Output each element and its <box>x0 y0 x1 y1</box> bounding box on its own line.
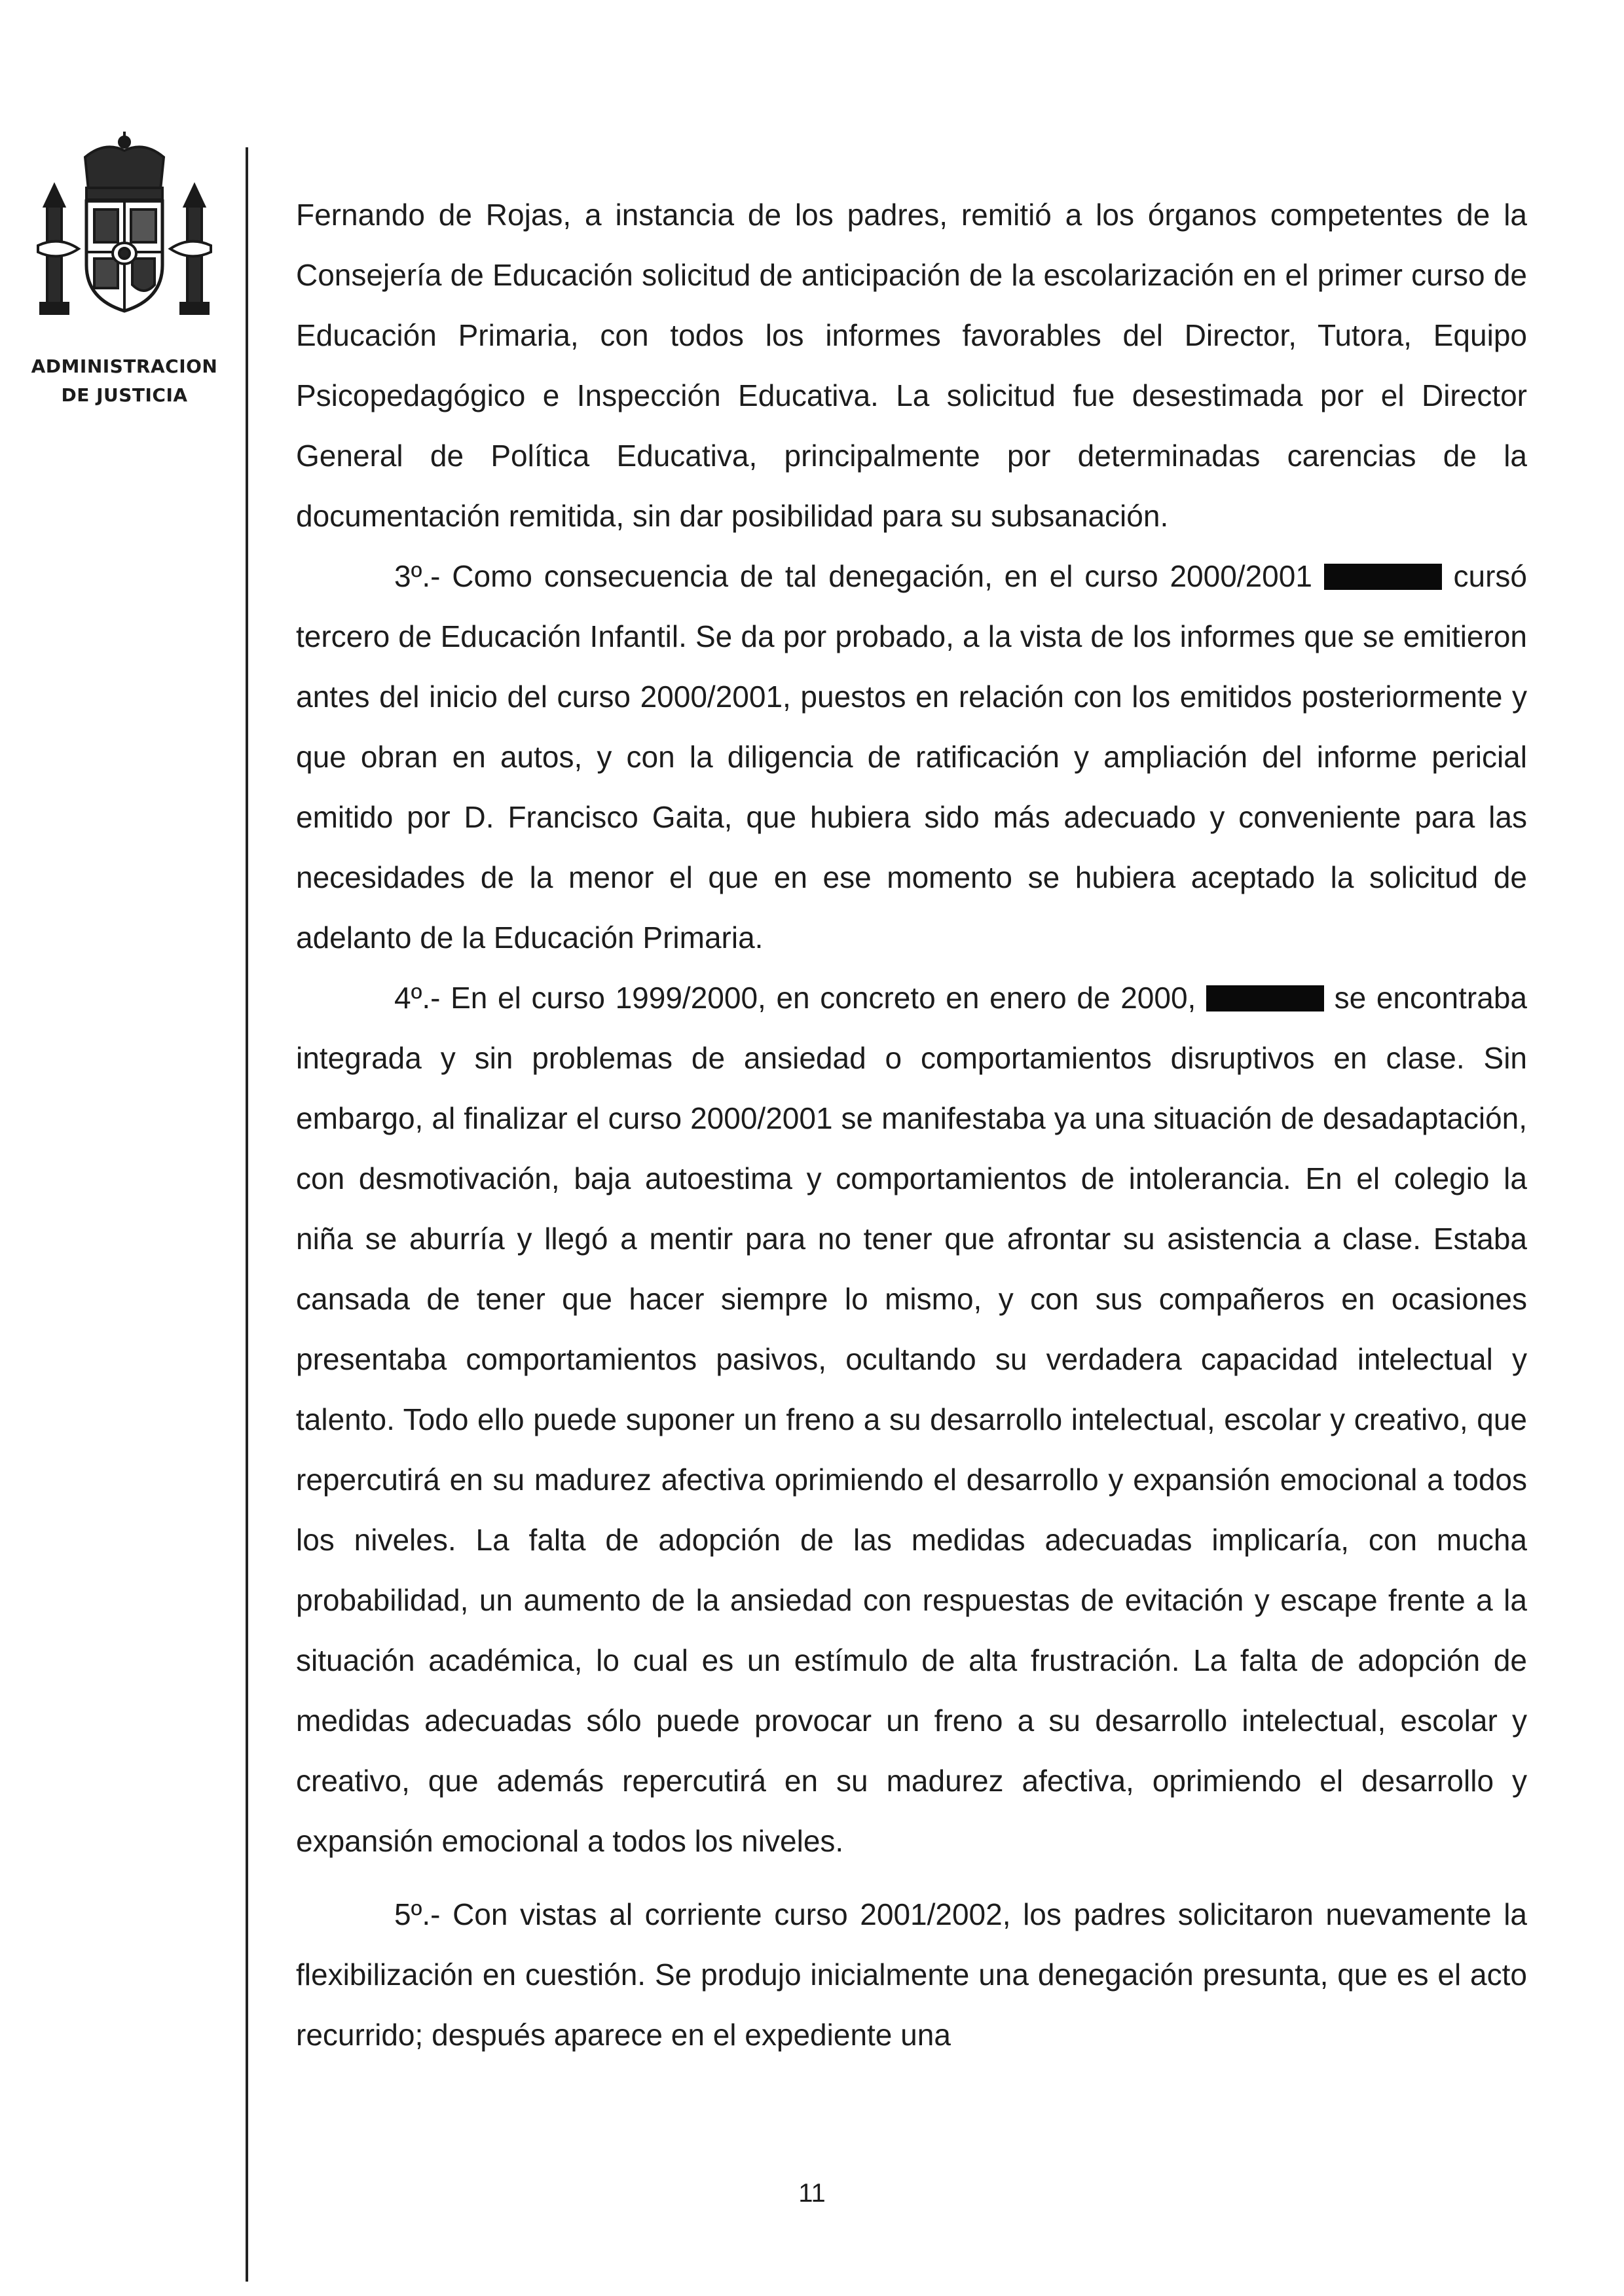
redaction-bar <box>1324 564 1442 590</box>
paragraph-4-body: se encontraba integrada y sin problemas de ansiedad o comportamientos disruptivos en clase. Sin embargo, al finalizar el curso 2000/2001 se manifestaba ya una situación de desadaptación, con desmotivación, baja autoestima y comportamientos de intolerancia. En el colegio la niña se aburría y llegó a mentir para no tener que afrontar su asistencia a clase. Estaba cansada de tener que hacer siempre lo mismo, y con sus compañeros en ocasiones presentaba comportamientos pasivos, ocultando su verdadera capacidad intelectual y talento. Todo ello puede suponer un freno a su desarrollo intelectual, escolar y creativo, que repercutirá en su madurez afectiva oprimiendo el desarrollo y expansión emocional a todos los niveles. La falta de adopción de las medidas adecuadas implicaría, con mucha probabilidad, un aumento de la ansiedad con respuestas de evitación y escape frente a la situación académica, lo cual es un estímulo de alta frustración. La falta de adopción de medidas adecuadas sólo puede provocar un freno a su desarrollo intelectual, escolar y creativo, que además repercutirá en su madurez afectiva, oprimiendo el desarrollo y expansión emocional a todos los niveles. <box>296 981 1527 1858</box>
redaction-bar <box>1206 985 1324 1011</box>
paragraph-4 <box>296 968 1527 1871</box>
paragraph-continuation: Fernando de Rojas, a instancia de los padres, remitió a los órganos competentes de la Consejería de Educación solicitud de anticipación de la escolarización en el primer curso de Educación Primaria, con todos los informes favorables del Director, Tutora, Equipo Psicopedagógico e Inspección Educativa. La solicitud fue desestimada por el Director General de Política Educativa, principalmente por determinadas carencias de la documentación remitida, sin dar posibilidad para su subsanación. <box>296 198 1527 533</box>
agency-name <box>31 352 218 410</box>
document-body <box>296 185 1527 2065</box>
agency-line-2: DE JUSTICIA <box>61 384 188 406</box>
page-number: 11 <box>798 2179 826 2208</box>
spanish-coat-of-arms-icon <box>33 128 216 334</box>
paragraph-5: 5º.- Con vistas al corriente curso 2001/2002, los padres solicitaron nuevamente la flexibilización en cuestión. Se produjo inicialmente una denegación presunta, que es el acto recurrido; después aparece en el expediente una <box>296 1897 1527 2052</box>
agency-line-1: ADMINISTRACION <box>31 355 218 377</box>
paragraph-3 <box>296 546 1527 968</box>
letterhead <box>26 128 223 410</box>
margin-rule <box>246 147 248 2282</box>
paragraph-3-body: cursó tercero de Educación Infantil. Se da por probado, a la vista de los informes que se emitieron antes del inicio del curso 2000/2001, puestos en relación con los emitidos posteriormente y que obran en autos, y con la diligencia de ratificación y ampliación del informe pericial emitido por D. Francisco Gaita, que hubiera sido más adecuado y conveniente para las necesidades de la menor el que en ese momento se hubiera aceptado la solicitud de adelanto de la Educación Primaria. <box>296 559 1528 955</box>
paragraph-3-lead: 3º.- Como consecuencia de tal denegación, en el curso 2000/2001 <box>394 559 1312 593</box>
paragraph-4-lead: 4º.- En el curso 1999/2000, en concreto en enero de 2000, <box>394 981 1196 1015</box>
